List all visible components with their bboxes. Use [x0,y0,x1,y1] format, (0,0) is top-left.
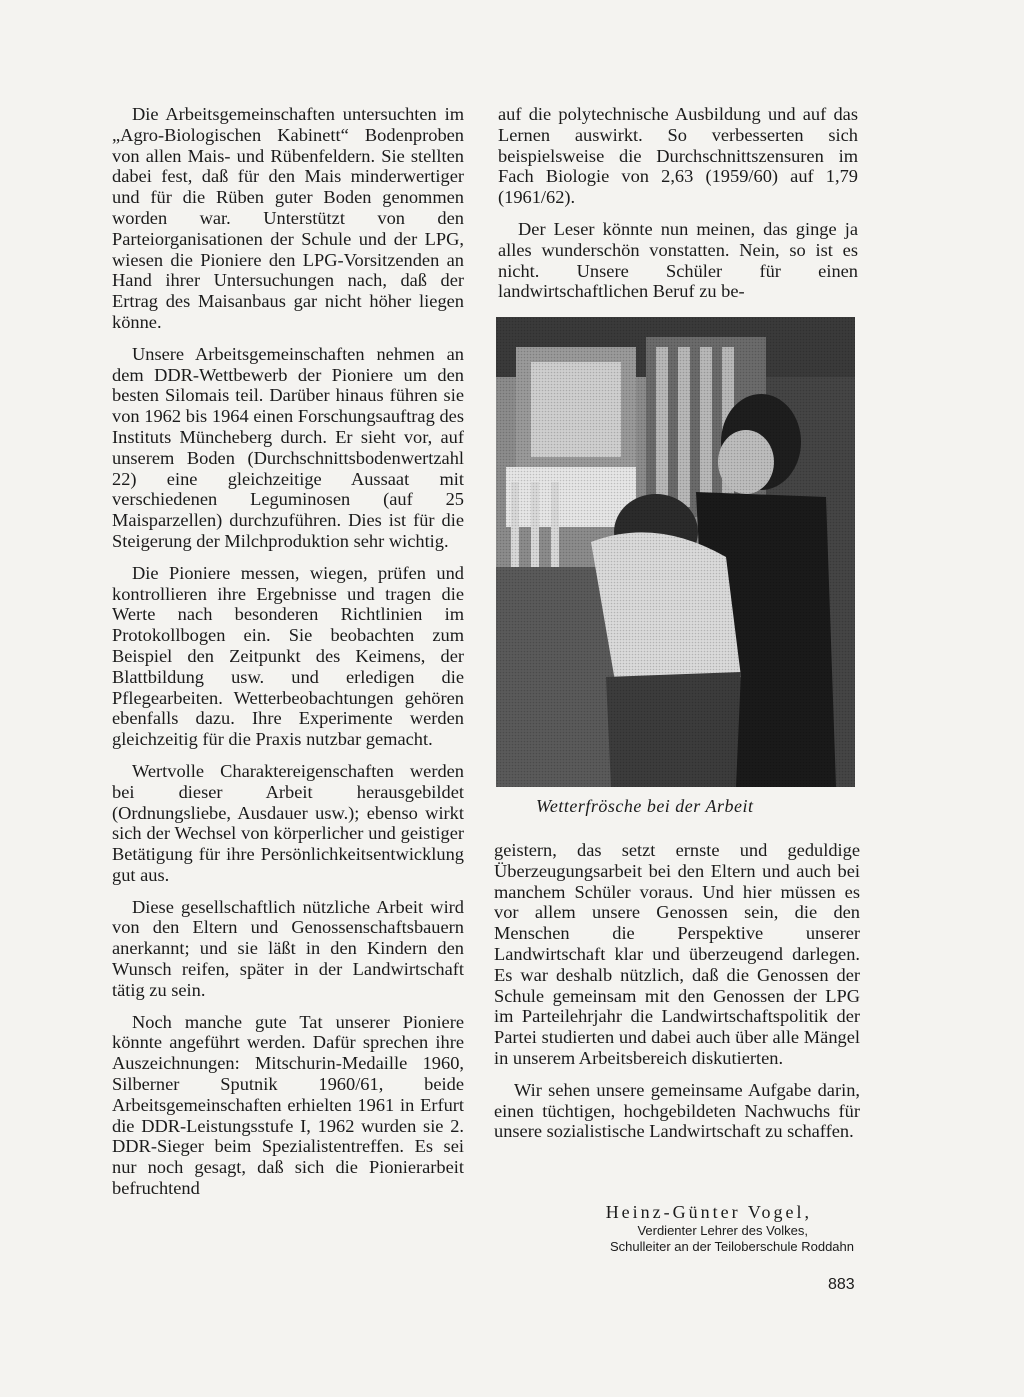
paragraph: Der Leser könnte nun meinen, das ginge ja alles wunderschön vonstatten. Nein, so ist es nicht. Unsere Schüler für einen landwirtschaftlichen Beruf zu be- [498,218,858,302]
page-number: 883 [828,1276,855,1293]
paragraph: Die Pioniere messen, wiegen, prüfen und kontrollieren ihre Ergebnisse und tragen die Werte nach besonderen Richtlinien im Protokollbogen ein. Sie beobachten zum Beispiel den Zeitpunkt des Keimens, der Blattbildung usw. und erledigen die Pflegearbeiten. Wetterbeobachtungen gehören ebenfalls dazu. Ihre Experimente werden gleichzeitig für die Praxis nutzbar gemacht. [112,562,464,750]
paragraph: Diese gesellschaftlich nützliche Arbeit wird von den Eltern und Genossenschaftsbauern anerkannt; und sie läßt in den Kindern den Wunsch reifen, später in der Landwirtschaft tätig zu sein. [112,896,464,1000]
paragraph: Unsere Arbeitsgemeinschaften nehmen an dem DDR-Wettbewerb der Pioniere um den besten Silomais teil. Darüber hinaus führen sie von 1962 bis 1964 einen Forschungsauftrag des Instituts Müncheberg durch. Er sieht vor, auf unserem Boden (Durchschnittsbodenwertzahl 22) eine gleichzeitige Aussaat mit verschiedenen Leguminosen (auf 25 Maisparzellen) durchzuführen. Dies ist für die Steigerung der Milchproduktion sehr wichtig. [112,343,464,551]
author-name: Heinz-Günter Vogel, [605,1202,812,1222]
author-signature [498,1202,860,1255]
paragraph: Wertvolle Charaktereigenschaften werden bei dieser Arbeit herausgebildet (Ordnungsliebe, Ausdauer usw.); ebenso wirkt sich der Wechsel von körperlicher und geistiger Betätigung für ihre Persönlichkeitsentwicklung gut aus. [112,760,464,885]
paragraph: Die Arbeitsgemeinschaften untersuchten im „Agro-Biologischen Kabinett“ Bodenproben von allen Mais- und Rübenfeldern. Sie stellten dabei fest, daß für den Mais minderwertiger und für die Rüben guter Boden genommen worden war. Unterstützt von den Parteiorganisationen der Schule und der LPG, wiesen die Pioniere den LPG-Vorsitzenden an Hand ihrer Untersuchungen nach, daß der Ertrag des Maisanbaus gar nicht höher liegen könne. [112,104,464,332]
right-column-top [498,104,858,313]
paragraph: Noch manche gute Tat unserer Pioniere könnte angeführt werden. Dafür sprechen ihre Auszeichnungen: Mitschurin-Medaille 1960, Silberner Sputnik 1960/61, beide Arbeitsgemeinschaften erhielten 1961 in Erfurt die DDR-Leistungsstufe I, 1962 wurden sie 2. DDR-Sieger beim Spezialistentreffen. Es sei nur noch gesagt, daß sich die Pionierarbeit befruchtend [112,1011,464,1199]
left-column [112,104,464,1210]
paragraph: geistern, das setzt ernste und geduldige Überzeugungsarbeit bei den Eltern und auch bei manchem Schüler voraus. Und hier müssen es vor allem unsere Genossen sein, die den Menschen die Perspektive unserer Landwirtschaft klar und überzeugend darlegen. Es war deshalb nützlich, daß die Genossen der Schule gemeinsam mit den Genossen der LPG im Parteilehrjahr die Landwirtschaftspolitik der Partei studierten und dabei auch über alle Mängel in unserem Arbeitsbereich diskutierten. [494,840,860,1068]
author-title: Verdienter Lehrer des Volkes, [637,1223,808,1238]
author-role: Schulleiter an der Teiloberschule Roddahn [609,1239,854,1254]
paragraph: auf die polytechnische Ausbildung und auf das Lernen auswirkt. So verbesserten sich beispielsweise die Durchschnittszensuren im Fach Biologie von 2,63 (1959/60) auf 1,79 (1961/62). [498,104,858,208]
paragraph: Wir sehen unsere gemeinsame Aufgabe darin, einen tüchtigen, hochgebildeten Nachwuchs für unsere sozialistische Landwirtschaft zu schaffen. [494,1079,860,1142]
photograph [496,317,855,787]
photo-caption: Wetterfrösche bei der Arbeit [536,796,754,816]
photo-illustration [496,317,855,787]
right-column-bottom [494,840,860,1153]
